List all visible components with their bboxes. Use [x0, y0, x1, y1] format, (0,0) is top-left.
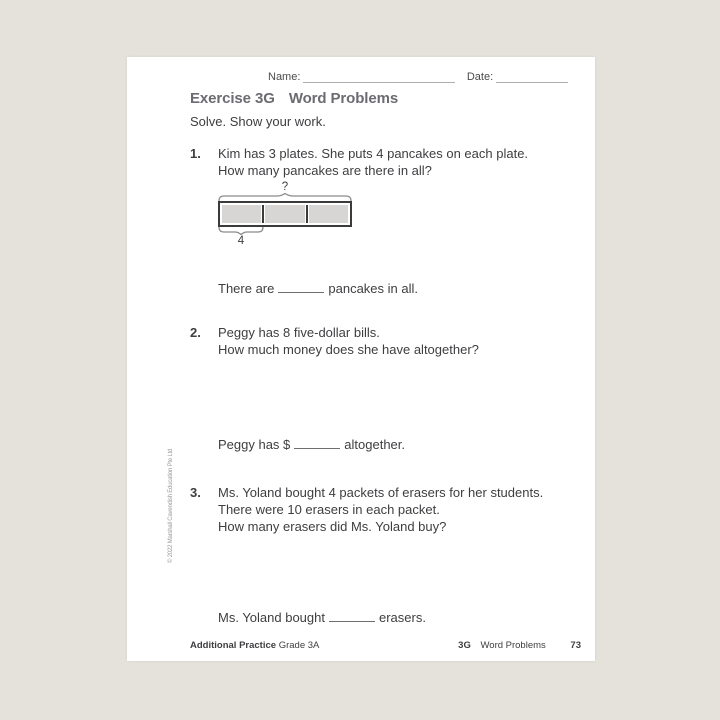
problem-2-line-2: How much money does she have altogether?: [218, 342, 479, 357]
name-date-row: [268, 69, 568, 83]
problem-3-line-3: How many erasers did Ms. Yoland buy?: [218, 519, 447, 534]
bar-model-unit-label: 4: [237, 235, 245, 247]
problem-2-text: [218, 324, 479, 358]
answer-3-prefix: Ms. Yoland bought: [218, 610, 325, 625]
answer-sentence-3: [218, 610, 426, 625]
answer-2-prefix: Peggy has $: [218, 437, 291, 452]
date-input-line[interactable]: [496, 72, 568, 83]
bar-model-total-label: ?: [281, 181, 289, 193]
answer-sentence-2: [218, 437, 405, 452]
footer-book-info: [190, 640, 319, 651]
answer-sentence-1: [218, 281, 418, 296]
bar-model-bar: [218, 201, 352, 227]
answer-1-prefix: There are: [218, 281, 275, 296]
bar-cell-divider: [306, 205, 308, 223]
problem-3-line-1: Ms. Yoland bought 4 packets of erasers for her students.: [218, 485, 544, 500]
footer-section-code: 3G: [458, 640, 471, 651]
problem-3-text: [218, 484, 543, 535]
answer-3-suffix: erasers.: [378, 610, 426, 625]
problem-1-text: [218, 145, 528, 179]
problem-2-number: 2.: [190, 325, 201, 340]
bar-cell: [265, 205, 304, 223]
problem-1-line-2: How many pancakes are there in all?: [218, 163, 432, 178]
answer-3-blank[interactable]: [329, 610, 375, 622]
bar-model: [218, 181, 352, 248]
worksheet-page: [127, 57, 595, 661]
problem-2-line-1: Peggy has 8 five-dollar bills.: [218, 325, 380, 340]
footer-grade: Grade 3A: [278, 640, 320, 651]
problem-2: [190, 324, 479, 358]
footer-series-name: Additional Practice: [190, 640, 277, 651]
instructions: Solve. Show your work.: [190, 114, 326, 129]
answer-1-blank[interactable]: [278, 281, 324, 293]
problem-3-number: 3.: [190, 485, 201, 500]
problem-3-line-2: There were 10 erasers in each packet.: [218, 502, 440, 517]
bar-cell: [222, 205, 261, 223]
answer-1-suffix: pancakes in all.: [328, 281, 418, 296]
problem-3: [190, 484, 543, 535]
exercise-number: Exercise 3G: [190, 90, 275, 107]
date-label: Date:: [466, 71, 494, 83]
bar-cell: [309, 205, 348, 223]
answer-2-blank[interactable]: [294, 437, 340, 449]
footer-section-info: [458, 640, 581, 651]
footer-section-title: Word Problems: [480, 640, 546, 651]
problem-1-number: 1.: [190, 146, 201, 161]
name-label: Name:: [268, 71, 301, 83]
problem-1: [190, 145, 528, 179]
problem-1-line-1: Kim has 3 plates. She puts 4 pancakes on each plate.: [218, 146, 529, 161]
copyright-notice: © 2022 Marshall Cavendish Education Pte Ltd: [168, 448, 174, 563]
name-input-line[interactable]: [303, 72, 454, 83]
exercise-title: [190, 90, 398, 107]
exercise-topic: Word Problems: [288, 90, 399, 107]
bottom-brace-icon: [218, 227, 264, 235]
page-footer: [190, 640, 581, 651]
page-number: 73: [570, 640, 581, 651]
bar-cell-divider: [262, 205, 264, 223]
answer-2-suffix: altogether.: [344, 437, 405, 452]
top-brace-icon: [218, 193, 352, 201]
